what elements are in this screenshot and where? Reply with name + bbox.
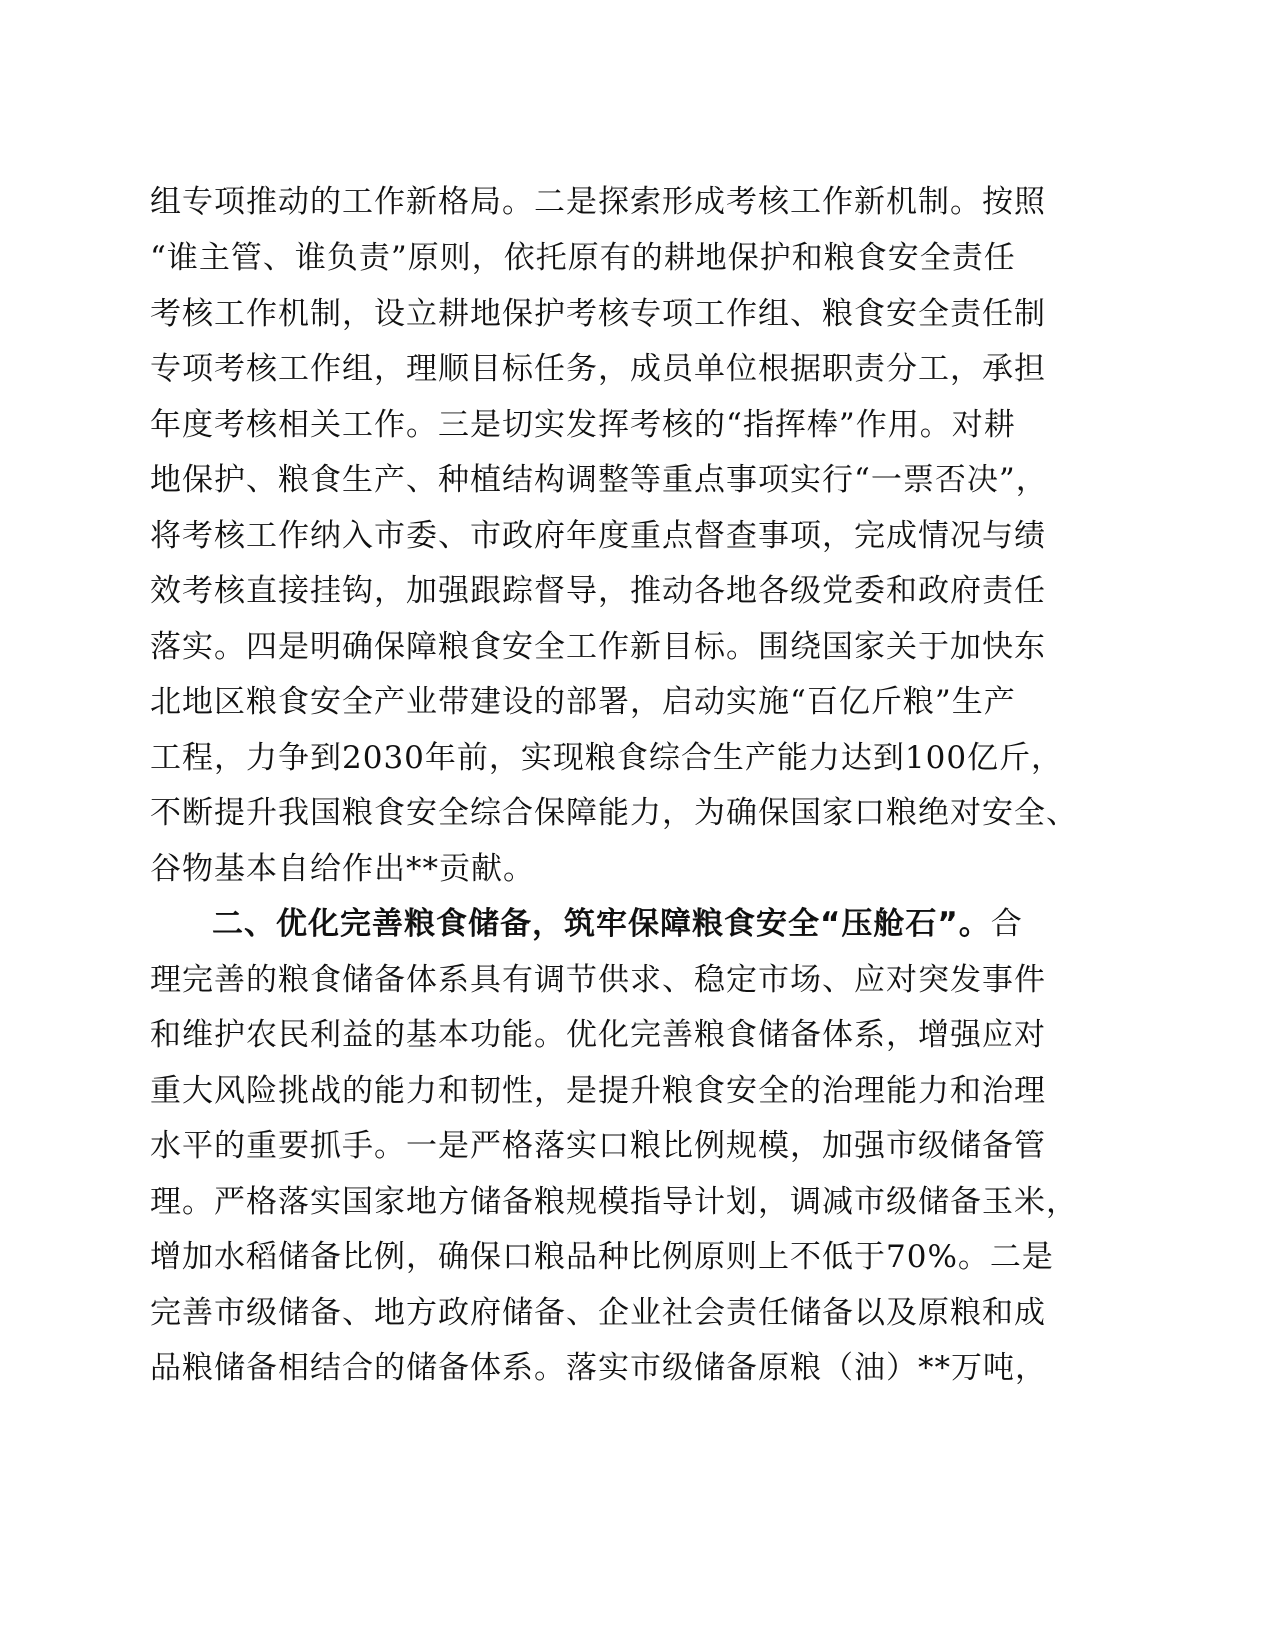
paragraph-line: 谷物基本自给作出**贡献。	[150, 851, 535, 887]
paragraph-line: 品粮储备相结合的储备体系。落实市级储备原粮（油）**万吨，	[150, 1350, 1047, 1386]
paragraph-line: 效考核直接挂钩，加强跟踪督导，推动各地各级党委和政府责任	[150, 573, 1046, 609]
paragraph-line: 落实。四是明确保障粮食安全工作新目标。围绕国家关于加快东	[150, 629, 1046, 665]
paragraph-line: 增加水稻储备比例，确保口粮品种比例原则上不低于70%。二是	[150, 1239, 1054, 1275]
paragraph-line: 理完善的粮食储备体系具有调节供求、稳定市场、应对突发事件	[150, 962, 1046, 998]
paragraph-line: 专项考核工作组，理顺目标任务，成员单位根据职责分工，承担	[150, 351, 1046, 387]
section-heading: 二、优化完善粮食储备，筑牢保障粮食安全“压舱石”。	[212, 906, 991, 942]
paragraph-line: 地保护、粮食生产、种植结构调整等重点事项实行“一票否决”，	[150, 462, 1048, 498]
paragraph-line: 水平的重要抓手。一是严格落实口粮比例规模，加强市级储备管	[150, 1128, 1046, 1164]
paragraph-line: 年度考核相关工作。三是切实发挥考核的“指挥棒”作用。对耕	[150, 407, 1016, 443]
paragraph-line: “谁主管、谁负责”原则，依托原有的耕地保护和粮食安全责任	[150, 240, 1016, 276]
paragraph-line: 将考核工作纳入市委、市政府年度重点督查事项，完成情况与绩	[150, 518, 1046, 554]
paragraph-line: 北地区粮食安全产业带建设的部署，启动实施“百亿斤粮”生产	[150, 684, 1016, 720]
paragraph-line: 不断提升我国粮食安全综合保障能力，为确保国家口粮绝对安全、	[150, 795, 1078, 831]
paragraph-line: 工程，力争到2030年前，实现粮食综合生产能力达到100亿斤，	[150, 740, 1064, 776]
paragraph-line: 理。严格落实国家地方储备粮规模指导计划，调减市级储备玉米，	[150, 1184, 1078, 1220]
heading-line-tail: 合	[990, 906, 1023, 942]
paragraph-line: 完善市级储备、地方政府储备、企业社会责任储备以及原粮和成	[150, 1295, 1046, 1331]
paragraph-line: 重大风险挑战的能力和韧性，是提升粮食安全的治理能力和治理	[150, 1073, 1046, 1109]
paragraph-line: 考核工作机制，设立耕地保护考核专项工作组、粮食安全责任制	[150, 296, 1046, 332]
paragraph-line: 和维护农民利益的基本功能。优化完善粮食储备体系，增强应对	[150, 1017, 1046, 1053]
section-heading-line	[212, 902, 1023, 946]
paragraph-line: 组专项推动的工作新格局。二是探索形成考核工作新机制。按照	[150, 184, 1046, 220]
